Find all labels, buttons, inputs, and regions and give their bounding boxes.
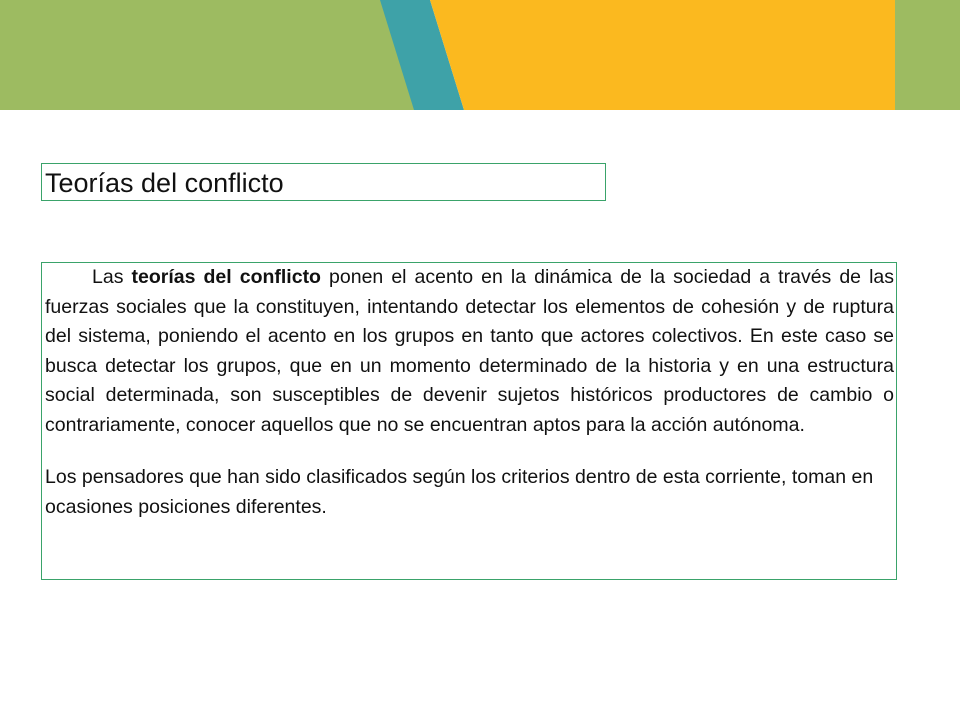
body-text-box — [41, 262, 897, 580]
banner-orange-band — [430, 0, 895, 110]
paragraph-2: Los pensadores que han sido clasificados según los criterios dentro de esta corriente, toman en ocasiones posiciones diferentes. — [45, 466, 874, 518]
slide-title-box — [41, 163, 606, 201]
paragraph-1-bold-term: teorías del conflicto — [131, 266, 321, 288]
header-banner — [0, 0, 960, 110]
banner-green-band — [0, 0, 414, 110]
paragraph-1-lead: Las — [92, 266, 132, 288]
banner-green-band-right — [895, 0, 960, 110]
slide-title: Teorías del conflicto — [45, 168, 284, 198]
paragraph-1 — [45, 263, 894, 440]
banner-graphic — [0, 0, 960, 110]
paragraph-1-rest: ponen el acento en la dinámica de la sociedad a través de las fuerzas sociales que la constituyen, intentando detectar los elementos de cohesión y de ruptura del sistema, poniendo el acento en los grupos en tanto que actores colectivos. En este caso se busca detectar los grupos, que en un momento determinado de la historia y en una estructura social determinada, son susceptibles de devenir sujetos históricos productores de cambio o contrariamente, conocer aquellos que no se encuentran aptos para la acción autónoma. — [45, 266, 895, 436]
